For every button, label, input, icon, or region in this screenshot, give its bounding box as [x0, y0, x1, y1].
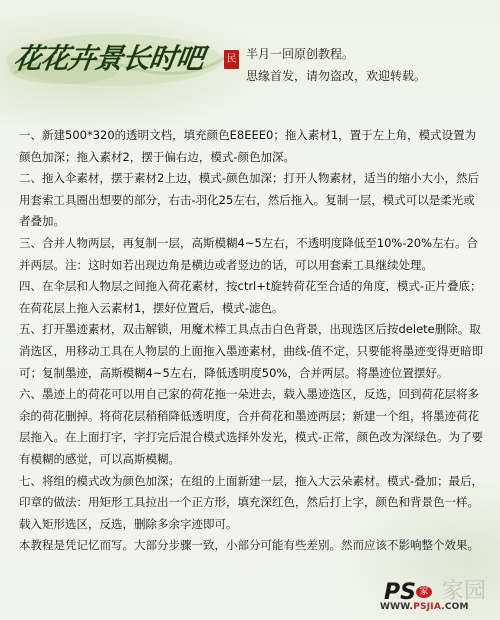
header-subtitle-2: 思缘首发，请勿盗改，欢迎转载。 — [246, 69, 427, 83]
step-2-paragraph: 二、拖入伞素材，摆于素材2上边，模式-颜色加深；打开人物素材，适当的缩小大小，然后用套索工具圈出想要的部分，右击-羽化25左右，然后拖入。复制一层，模式可以是柔光或者叠加。 — [19, 171, 479, 229]
tutorial-body — [19, 125, 485, 557]
step-6-paragraph: 六、墨迹上的荷花可以用自己家的荷花拖一朵进去，载入墨迹选区，反选，回到荷花层将多余的荷花删掉。将荷花层稍稍降低透明度，合并荷花和墨迹两层；新建一个组，将墨迹荷花层拖入。在上面打字，字打完后混合模式选择外发光，模式-正常，颜色改为深绿色。为了要有模糊的感觉，可以高斯模糊。 — [19, 387, 484, 466]
step-4-paragraph: 四、在伞层和人物层之间拖入荷花素材，按ctrl+t旋转荷花至合适的角度，模式-正片叠底；在荷花层上拖入云素材1，摆好位置后，模式-滤色。 — [19, 279, 482, 315]
step-1-paragraph: 一、新建500*320的透明文档，填充颜色E8EEE0；拖入素材1，置于左上角，模式设置为颜色加深；拖入素材2，摆于偏右边，模式-颜色加深。 — [19, 128, 477, 164]
watermark-url — [380, 602, 469, 612]
step-5-paragraph: 五、打开墨迹素材，双击解锁，用魔术棒工具点击白色背景，出现选区后按delete删除。取消选区，用移动工具在人物层的上面拖入墨迹素材，曲线-值不定，只要能将墨迹变得更暗即可；复制墨迹，高斯模糊4~5左右，降低透明度50%，合并两层。将墨迹位置摆好。 — [19, 322, 484, 380]
watermark-url-suffix: .COM — [441, 602, 469, 612]
site-watermark — [376, 574, 492, 614]
watermark-brand: PS — [384, 580, 416, 605]
step-7-paragraph: 七、将组的模式改为颜色加深；在组的上面新建一层，拖入大云朵素材。模式-叠加；最后，印章的做法：用矩形工具拉出一个正方形，填充深红色，然后打上字，颜色和背景色一样。载入矩形选区，反选，删除多余字迹即可。 — [19, 473, 484, 531]
watermark-badge: 家 — [416, 586, 432, 598]
step-3-paragraph: 三、合并人物两层，再复制一层，高斯模糊4~5左右，不透明度降低至10%-20%左右。合并两层。注：这时如若出现边角是横边或者竖边的话，可以用套索工具继续处理。 — [19, 235, 479, 272]
header-subtitle-1: 半月一回原创教程。 — [246, 47, 355, 61]
calligraphy-title: 花花卉景长时吧 — [11, 42, 206, 75]
red-seal-stamp: 民 — [224, 50, 239, 69]
watermark-deco-text: 家园 — [442, 579, 487, 604]
watermark-url-brand: PSJIA — [413, 602, 442, 612]
watermark-url-prefix: WWW. — [380, 602, 414, 612]
closing-note-paragraph: 本教程是凭记忆而写。大部分步骤一致，小部分可能有些差别。然而应该不影响整个效果。 — [19, 538, 479, 553]
header-logo — [0, 0, 250, 110]
